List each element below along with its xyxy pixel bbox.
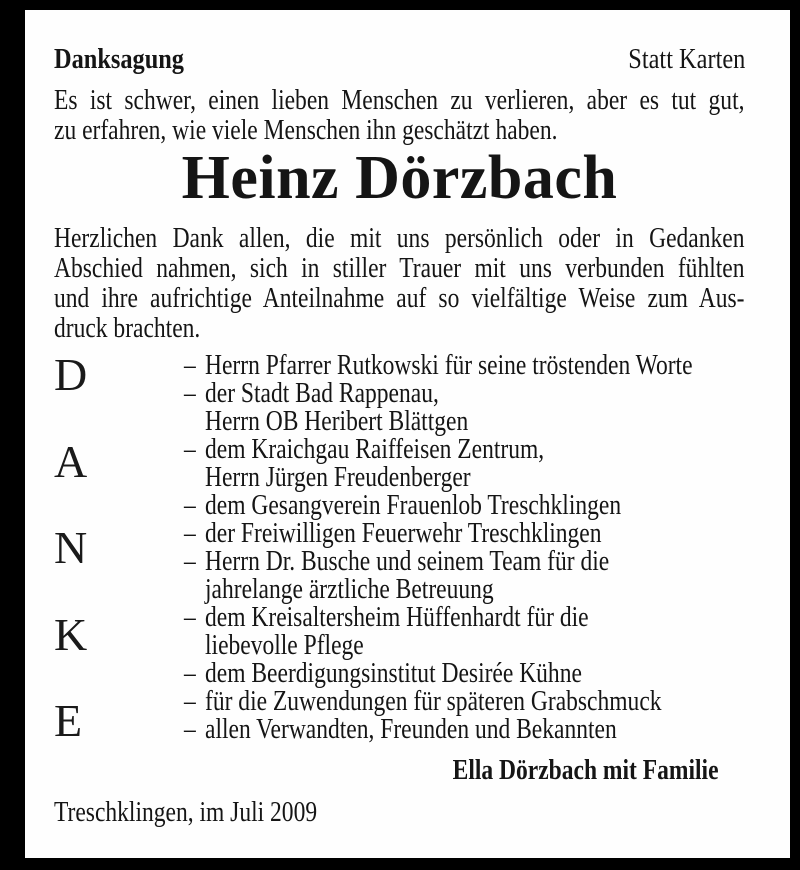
thanks-item-text: für die Zuwendungen für späteren Grabschmuck <box>205 686 662 717</box>
thanks-item-text: allen Verwandten, Freunden und Bekannten <box>205 714 617 745</box>
notice-header <box>54 44 745 74</box>
acrostic-letter-e: E <box>54 695 83 746</box>
statt-karten-label: Statt Karten <box>627 43 745 75</box>
notice-content <box>25 10 790 828</box>
thanks-list <box>184 352 789 744</box>
thanks-item-text: dem Kraichgau Raiffeisen Zentrum, <box>205 434 545 465</box>
thanks-item-text: Herrn Dr. Busche und seinem Team für die <box>205 546 610 577</box>
thanks-item-text: dem Kreisaltersheim Hüffenhardt für die <box>205 602 589 633</box>
thanks-paragraph-line: und ihre aufrichtige Anteilnahme auf so vielfältige Weise zum Aus- <box>54 283 745 314</box>
dash-bullet: – <box>184 686 196 717</box>
list-item <box>184 352 693 380</box>
thanks-item-text: dem Gesangverein Frauenlob Treschklingen <box>205 490 622 521</box>
thanks-item-text: dem Beerdigungsinstitut Desirée Kühne <box>205 658 582 689</box>
signature-row <box>54 756 745 786</box>
list-item <box>184 436 693 464</box>
dash-bullet: – <box>184 434 196 465</box>
place-date-line: Treschklingen, im Juli 2009 <box>54 797 318 828</box>
list-item <box>184 548 693 576</box>
thanks-item-text: Herrn Pfarrer Rutkowski für seine tröstenden Worte <box>205 350 693 381</box>
list-item <box>184 380 693 408</box>
list-item <box>184 660 693 688</box>
footer-row <box>54 798 745 828</box>
dash-bullet: – <box>184 658 196 689</box>
thanks-item-text: der Stadt Bad Rappenau, <box>205 378 439 409</box>
list-item <box>184 716 693 744</box>
thanks-item-continuation: liebevolle Pflege <box>205 630 364 661</box>
intro-line: zu erfahren, wie viele Menschen ihn geschätzt haben. <box>54 115 558 146</box>
intro-line: Es ist schwer, einen lieben Menschen zu verlieren, aber es tut gut, <box>54 85 745 116</box>
dash-bullet: – <box>184 350 196 381</box>
thanks-paragraph <box>54 224 745 344</box>
dash-bullet: – <box>184 518 196 549</box>
thanks-paragraph-line: Abschied nahmen, sich in stiller Trauer mit uns verbunden fühlten <box>54 253 745 284</box>
list-item <box>184 492 693 520</box>
thanks-paragraph-line: Herzlichen Dank allen, die mit uns persönlich oder in Gedanken <box>54 223 745 254</box>
family-signature: Ella Dörzbach mit Familie <box>453 755 719 786</box>
dash-bullet: – <box>184 714 196 745</box>
dash-bullet: – <box>184 602 196 633</box>
dash-bullet: – <box>184 490 196 521</box>
paper-sheet <box>25 10 790 858</box>
acrostic-letter-k: K <box>54 608 88 660</box>
thanks-item-continuation: jahrelange ärztliche Betreuung <box>205 574 494 605</box>
intro-paragraph <box>54 86 745 146</box>
dash-bullet: – <box>184 378 196 409</box>
thanks-item-text: der Freiwilligen Feuerwehr Treschklingen <box>205 518 602 549</box>
thanks-paragraph-line: druck brachten. <box>54 313 201 344</box>
notice-type-label: Danksagung <box>54 43 184 75</box>
acrostic-letter-d: D <box>54 349 88 400</box>
thanks-section <box>54 349 745 746</box>
dash-bullet: – <box>184 546 196 577</box>
list-item <box>184 604 693 632</box>
thanks-item-continuation: Herrn OB Heribert Blättgen <box>205 406 469 437</box>
thanks-item-continuation: Herrn Jürgen Freudenberger <box>205 462 471 493</box>
list-item <box>184 520 693 548</box>
acrostic-letter-a: A <box>54 435 88 487</box>
deceased-name: Heinz Dörzbach <box>181 144 618 212</box>
acrostic-letter-n: N <box>54 522 88 573</box>
danke-acrostic <box>54 349 184 746</box>
list-item <box>184 688 693 716</box>
